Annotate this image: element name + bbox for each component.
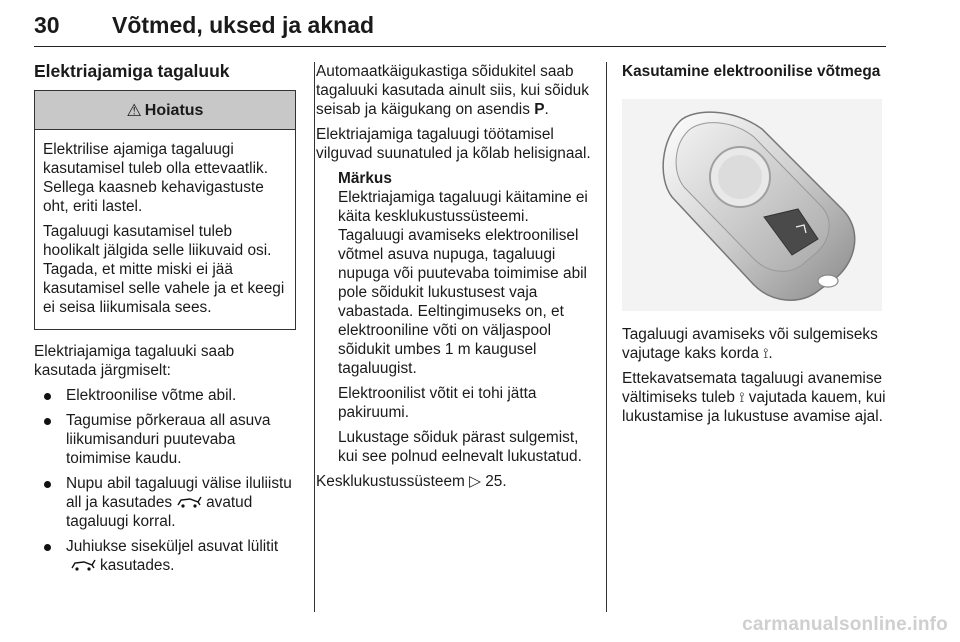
list-item-text: kasutades. xyxy=(100,557,175,574)
note-text: Lukustage sõiduk pärast sulgemist, kui see polnud eelnevalt lukustatud. xyxy=(338,429,582,465)
warning-heading: Hoiatus xyxy=(144,101,204,119)
list-item xyxy=(34,386,298,405)
warning-body xyxy=(35,130,295,329)
column-right xyxy=(622,62,892,432)
bullet-icon xyxy=(44,481,51,488)
list-item xyxy=(34,537,298,575)
key-fob-illustration xyxy=(622,99,882,311)
note-block xyxy=(316,169,596,466)
column-divider xyxy=(606,62,607,612)
list-item-text: Juhiukse siseküljel asuvat lülitit xyxy=(66,538,279,555)
paragraph: Automaatkäigukastiga sõidukitel saab tagaluuki kasutada ainult siis, kui sõiduk seisab ja käigukang on asendis P. xyxy=(316,63,589,118)
bullet-icon xyxy=(44,418,51,425)
key-fob-image xyxy=(622,99,882,311)
tailgate-button-icon: ⟟ xyxy=(739,389,745,405)
paragraph: Elektriajamiga tagaluugi töötamisel vilguvad suunatuled ja kõlab helisignaal. xyxy=(316,126,591,162)
warning-icon: ⚠ xyxy=(126,100,142,120)
paragraph: Tagaluugi avamiseks või sulgemiseks vajutage kaks korda ⟟. xyxy=(622,326,878,362)
bullet-icon xyxy=(44,544,51,551)
intro-text: Elektriajamiga tagaluuki saab kasutada järgmiselt: xyxy=(34,343,235,379)
watermark: carmanualsonline.info xyxy=(742,614,948,635)
car-tailgate-icon xyxy=(70,559,96,571)
arrow-right-icon: ▷ xyxy=(469,473,481,490)
tailgate-button-icon: ⟟ xyxy=(763,345,769,361)
warning-text: Tagaluugi kasutamisel tuleb hoolikalt jälgida selle liikuvaid osi. Tagada, et mitte miski ei jää kasutamisel selle vahele ja et keegi ei seisa liikumisala sees. xyxy=(43,223,285,316)
list-item xyxy=(34,474,298,531)
list-item-text: avatud tagaluugi korral. xyxy=(66,494,253,530)
bullet-icon xyxy=(44,393,51,400)
page-number: 30 xyxy=(34,12,60,38)
column-left xyxy=(34,62,298,581)
cross-reference[interactable]: Kesklukustussüsteem ▷ 25. xyxy=(316,473,507,490)
column-divider xyxy=(314,62,315,612)
note-text: Elektroonilist võtit ei tohi jätta pakiruumi. xyxy=(338,385,537,421)
note-text: Elektriajamiga tagaluugi käitamine ei käita kesklukustussüsteemi. Tagaluugi avamiseks elektroonilisel võtmel asuva nupuga, tagaluugi nupuga või puutevaba toimimise abil pole sõidukit lukustusest vaja vabastada. Eeltingimuseks on, et elektrooniline võti on väljaspool sõidukit umbes 1 m kaugusel tagaluugist. xyxy=(338,189,588,377)
page-header xyxy=(34,8,886,47)
gear-position: P xyxy=(534,101,545,118)
list-item-text: Nupu abil tagaluugi välise iluliistu all ja kasutades xyxy=(66,475,292,511)
paragraph: Ettekavatsemata tagaluugi avanemise vältimiseks tuleb ⟟ vajutada kauem, kui lukustamise ja lukustuse avamise ajal. xyxy=(622,370,886,425)
list-item xyxy=(34,411,298,468)
section-title: Kasutamine elektroonilise võtmega xyxy=(622,63,881,80)
car-tailgate-icon xyxy=(176,496,202,508)
list-item-text: Elektroonilise võtme abil. xyxy=(66,387,237,404)
warning-text: Elektrilise ajamiga tagaluugi kasutamisel tuleb olla ettevaatlik. Sellega kaasneb kehavigastuste oht, eriti lastel. xyxy=(43,141,268,215)
warning-header xyxy=(35,91,295,130)
chapter-title: Võtmed, uksed ja aknad xyxy=(112,12,375,38)
note-title: Märkus xyxy=(338,170,392,187)
column-middle xyxy=(316,62,596,497)
list-item-text: Tagumise põrkeraua all asuva liikumisanduri puutevaba toimimise kaudu. xyxy=(66,412,271,467)
warning-box xyxy=(34,90,296,330)
section-title: Elektriajamiga tagaluuk xyxy=(34,61,230,81)
usage-list xyxy=(34,386,298,575)
